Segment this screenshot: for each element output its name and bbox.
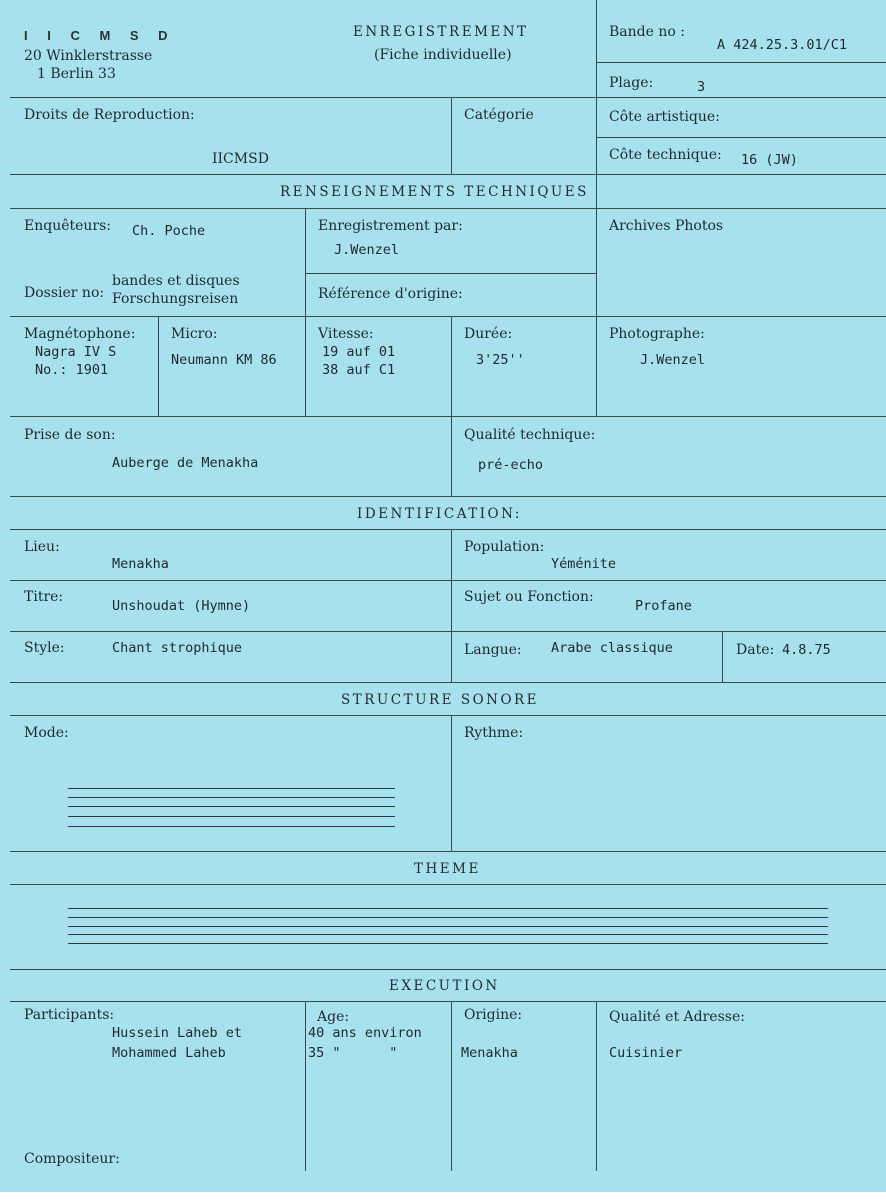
divider: [10, 682, 886, 683]
qualite-technique-value: pré-echo: [478, 457, 544, 473]
mode-rule-line: [68, 788, 395, 789]
theme-rule-line: [68, 934, 828, 935]
lieu-label: Lieu:: [24, 539, 60, 555]
vitesse-value-line-1: 19 auf 01: [322, 344, 396, 360]
theme-rule-line: [68, 917, 828, 918]
categorie-label: Catégorie: [464, 107, 534, 123]
mode-label: Mode:: [24, 725, 69, 741]
origine-label: Origine:: [464, 1007, 523, 1023]
card-title: ENREGISTREMENT: [353, 24, 529, 40]
qualite-adresse-value: Cuisinier: [609, 1045, 683, 1061]
photographe-label: Photographe:: [609, 326, 705, 342]
divider: [451, 715, 452, 851]
participants-label: Participants:: [24, 1007, 115, 1023]
theme-rule-line: [68, 943, 828, 944]
compositeur-label: Compositeur:: [24, 1151, 120, 1167]
divider: [10, 529, 886, 530]
style-value: Chant strophique: [112, 640, 243, 656]
divider: [596, 62, 886, 63]
population-value: Yéménite: [551, 556, 617, 572]
micro-value: Neumann KM 86: [171, 352, 277, 368]
divider: [10, 174, 886, 175]
participant-1: Hussein Laheb et: [112, 1025, 243, 1041]
theme-rule-line: [68, 926, 828, 927]
divider: [10, 580, 886, 581]
dossier-label: Dossier no:: [24, 285, 105, 301]
vitesse-value-line-2: 38 auf C1: [322, 362, 396, 378]
section-title-execution: EXECUTION: [389, 978, 500, 994]
date-value: 4.8.75: [782, 642, 831, 658]
participant-2: Mohammed Laheb: [112, 1045, 226, 1061]
prise-de-son-label: Prise de son:: [24, 427, 116, 443]
dossier-value-line-2: Forschungsreisen: [112, 291, 239, 307]
divider: [451, 1001, 452, 1171]
address-line-1: 20 Winklerstrasse: [24, 48, 153, 64]
population-label: Population:: [464, 539, 545, 555]
enregistrement-par-value: J.Wenzel: [334, 242, 400, 258]
mode-rule-line: [68, 816, 395, 817]
micro-label: Micro:: [171, 326, 218, 342]
vitesse-label: Vitesse:: [318, 326, 374, 342]
age-1: 40 ans environ: [308, 1025, 422, 1041]
langue-value: Arabe classique: [551, 640, 673, 656]
cote-technique-value: 16 (JW): [741, 152, 798, 168]
divider: [158, 316, 159, 416]
sujet-value: Profane: [635, 598, 692, 614]
enqueteurs-label: Enquêteurs:: [24, 218, 112, 234]
age-label: Age:: [317, 1009, 350, 1025]
magnetophone-value-line-1: Nagra IV S: [35, 344, 117, 360]
address-line-2: 1 Berlin 33: [37, 66, 116, 82]
divider: [10, 97, 886, 98]
divider: [10, 416, 886, 417]
divider: [451, 97, 452, 174]
divider: [305, 273, 596, 274]
divider: [451, 529, 452, 682]
divider: [596, 316, 597, 416]
cote-artistique-label: Côte artistique:: [609, 109, 720, 125]
magnetophone-label: Magnétophone:: [24, 326, 136, 342]
divider: [596, 1001, 597, 1171]
card-subtitle: (Fiche individuelle): [374, 47, 512, 63]
section-title-technical: RENSEIGNEMENTS TECHNIQUES: [280, 184, 589, 200]
prise-de-son-value: Auberge de Menakha: [112, 455, 259, 471]
bande-label: Bande no :: [609, 24, 685, 40]
qualite-technique-label: Qualité technique:: [464, 427, 596, 443]
style-label: Style:: [24, 640, 65, 656]
divider: [10, 884, 886, 885]
divider: [10, 715, 886, 716]
qualite-adresse-label: Qualité et Adresse:: [609, 1009, 745, 1025]
section-title-identification: IDENTIFICATION:: [357, 506, 522, 522]
sujet-label: Sujet ou Fonction:: [464, 589, 594, 605]
plage-value: 3: [697, 79, 706, 95]
divider: [10, 208, 886, 209]
titre-value: Unshoudat (Hymne): [112, 598, 251, 614]
divider: [10, 316, 886, 317]
plage-label: Plage:: [609, 75, 654, 91]
photographe-value: J.Wenzel: [640, 352, 706, 368]
divider: [451, 316, 452, 496]
titre-label: Titre:: [24, 589, 64, 605]
lieu-value: Menakha: [112, 556, 169, 572]
langue-label: Langue:: [464, 642, 522, 658]
enregistrement-par-label: Enregistrement par:: [318, 218, 463, 234]
divider: [10, 969, 886, 970]
mode-rule-line: [68, 826, 395, 827]
magnetophone-value-line-2: No.: 1901: [35, 362, 109, 378]
divider: [10, 496, 886, 497]
cote-technique-label: Côte technique:: [609, 147, 722, 163]
origine-value: Menakha: [461, 1045, 518, 1061]
mode-rule-line: [68, 806, 395, 807]
divider: [596, 0, 597, 316]
duree-label: Durée:: [464, 326, 513, 342]
enqueteurs-value: Ch. Poche: [132, 223, 206, 239]
theme-rule-line: [68, 908, 828, 909]
droits-value: IICMSD: [212, 151, 269, 167]
divider: [10, 1001, 886, 1002]
rythme-label: Rythme:: [464, 725, 524, 741]
mode-rule-line: [68, 797, 395, 798]
divider: [10, 631, 886, 632]
divider: [305, 208, 306, 416]
age-2: 35 " ": [308, 1045, 398, 1061]
divider: [10, 851, 886, 852]
droits-label: Droits de Reproduction:: [24, 107, 195, 123]
bande-value: A 424.25.3.01/C1: [717, 37, 848, 53]
section-title-theme: THEME: [414, 861, 481, 877]
org-logo: I I C M S D: [24, 28, 176, 43]
divider: [305, 1001, 306, 1171]
section-title-structure: STRUCTURE SONORE: [341, 692, 540, 708]
date-label: Date:: [736, 642, 775, 658]
divider: [722, 631, 723, 682]
archives-photos-label: Archives Photos: [609, 218, 724, 234]
divider: [596, 137, 886, 138]
dossier-value-line-1: bandes et disques: [112, 273, 240, 289]
duree-value: 3'25'': [476, 352, 525, 368]
reference-origine-label: Référence d'origine:: [318, 286, 463, 302]
